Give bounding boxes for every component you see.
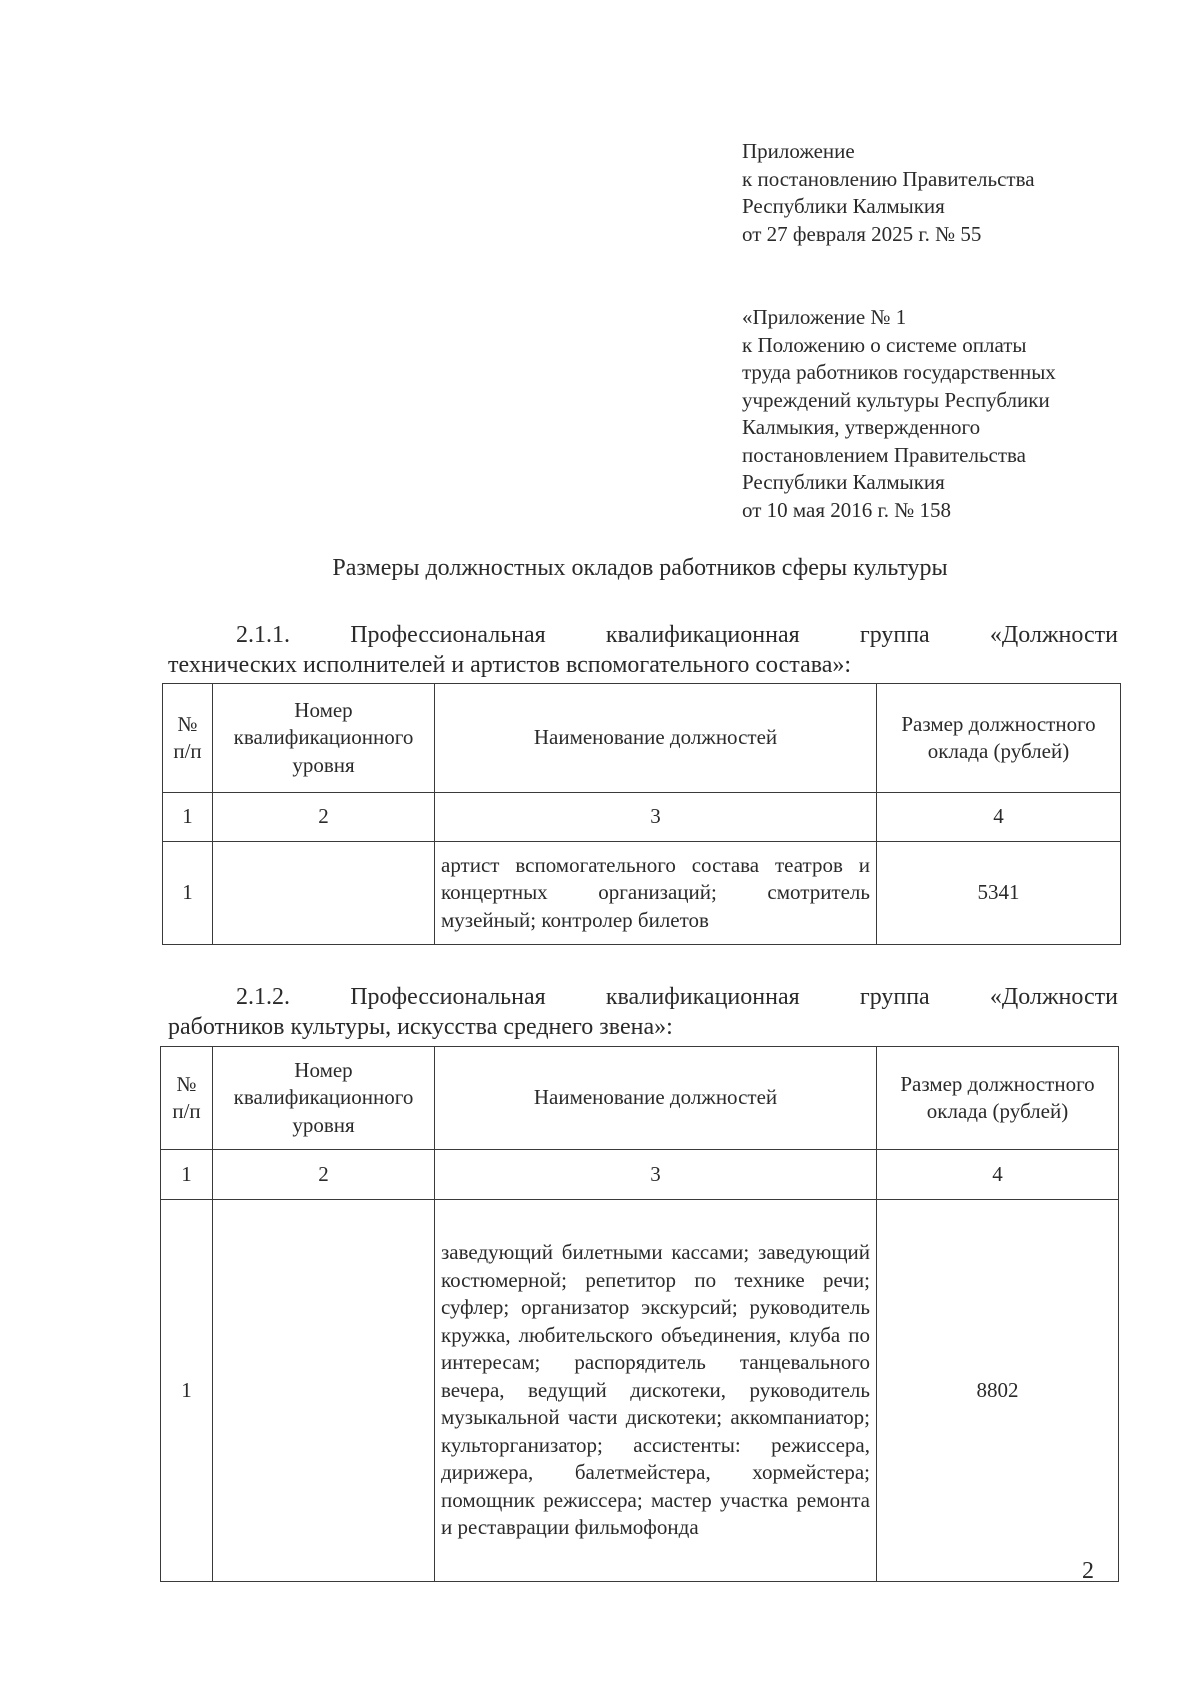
document-title: Размеры должностных окладов работников сферы культуры (332, 555, 948, 581)
appendix-header-line: от 27 февраля 2025 г. № 55 (742, 221, 982, 246)
heading-line: технических исполнителей и артистов вспомогательного состава»: (168, 652, 852, 678)
heading-word: Профессиональная (350, 984, 546, 1010)
appendix-reference (742, 304, 1142, 524)
appendix-ref-line: учреждений культуры Республики (742, 387, 1050, 412)
column-header: Наименование должностей (435, 684, 877, 793)
appendix-ref-line: «Приложение № 1 (742, 305, 907, 329)
column-number: 2 (213, 1150, 435, 1200)
column-number: 1 (161, 1150, 213, 1200)
appendix-ref-line: от 10 мая 2016 г. № 158 (742, 497, 952, 522)
column-number: 3 (435, 1150, 877, 1200)
heading-word: квалификационная (605, 984, 800, 1010)
section-heading (168, 620, 1118, 680)
column-number: 2 (213, 793, 435, 842)
heading-line: работников культуры, искусства среднего звена»: (168, 1014, 673, 1040)
column-number: 4 (877, 1150, 1119, 1200)
column-number-row (161, 1150, 1119, 1200)
heading-word: квалификационная (605, 622, 800, 648)
column-number: 3 (435, 793, 877, 842)
appendix-ref-line: Калмыкия, утвержденного (742, 415, 981, 439)
table-row (161, 1200, 1119, 1582)
column-header: Размер должностного оклада (рублей) (877, 684, 1121, 793)
appendix-header-line: к постановлению Правительства (742, 166, 1035, 191)
appendix-header-line: Приложение (742, 139, 855, 163)
salary-table (162, 683, 1121, 945)
table-row (163, 842, 1121, 945)
qualification-level (213, 1200, 435, 1582)
appendix-ref-line: к Положению о системе оплаты (742, 332, 1027, 357)
appendix-ref-line: постановлением Правительства (742, 442, 1027, 467)
heading-word: 2.1.1. (236, 622, 290, 648)
salary-amount: 8802 (877, 1200, 1119, 1582)
column-number-row (163, 793, 1121, 842)
table-header-row (163, 684, 1121, 793)
column-header: Номер квалификационного уровня (213, 1047, 435, 1150)
appendix-header (742, 138, 1142, 248)
column-header: № п/п (161, 1047, 213, 1150)
section-heading (168, 982, 1118, 1042)
position-names: артист вспомогательного состава театров и концертных организаций; смотритель музейный; контролер билетов (435, 842, 877, 945)
table-header-row (161, 1047, 1119, 1150)
column-header: Номер квалификационного уровня (213, 684, 435, 793)
appendix-ref-line: Республики Калмыкия (742, 470, 945, 494)
row-number: 1 (163, 842, 213, 945)
heading-word: группа (859, 622, 930, 648)
appendix-header-line: Республики Калмыкия (742, 194, 945, 218)
heading-word: «Должности (989, 622, 1118, 648)
column-header: Наименование должностей (435, 1047, 877, 1150)
column-number: 1 (163, 793, 213, 842)
row-number: 1 (161, 1200, 213, 1582)
page-number: 2 (1082, 1558, 1094, 1584)
column-header: № п/п (163, 684, 213, 793)
column-number: 4 (877, 793, 1121, 842)
heading-word: 2.1.2. (236, 984, 290, 1010)
column-header: Размер должностного оклада (рублей) (877, 1047, 1119, 1150)
salary-table (160, 1046, 1119, 1582)
salary-amount: 5341 (877, 842, 1121, 945)
heading-word: «Должности (989, 984, 1118, 1010)
appendix-ref-line: труда работников государственных (742, 360, 1056, 384)
heading-word: Профессиональная (350, 622, 546, 648)
heading-word: группа (859, 984, 930, 1010)
qualification-level (213, 842, 435, 945)
position-names: заведующий билетными кассами; заведующий костюмерной; репетитор по технике речи; суфлер; организатор экскурсий; руководитель кружка, любительского объединения, клуба по интересам; распорядитель танцевального вечера, ведущий дискотеки, руководитель музыкальной части дискотеки; аккомпаниатор; культорганизатор; ассистенты: режиссера, дирижера, балетмейстера, хормейстера; помощник режиссера; мастер участка ремонта и реставрации фильмофонда (435, 1200, 877, 1582)
